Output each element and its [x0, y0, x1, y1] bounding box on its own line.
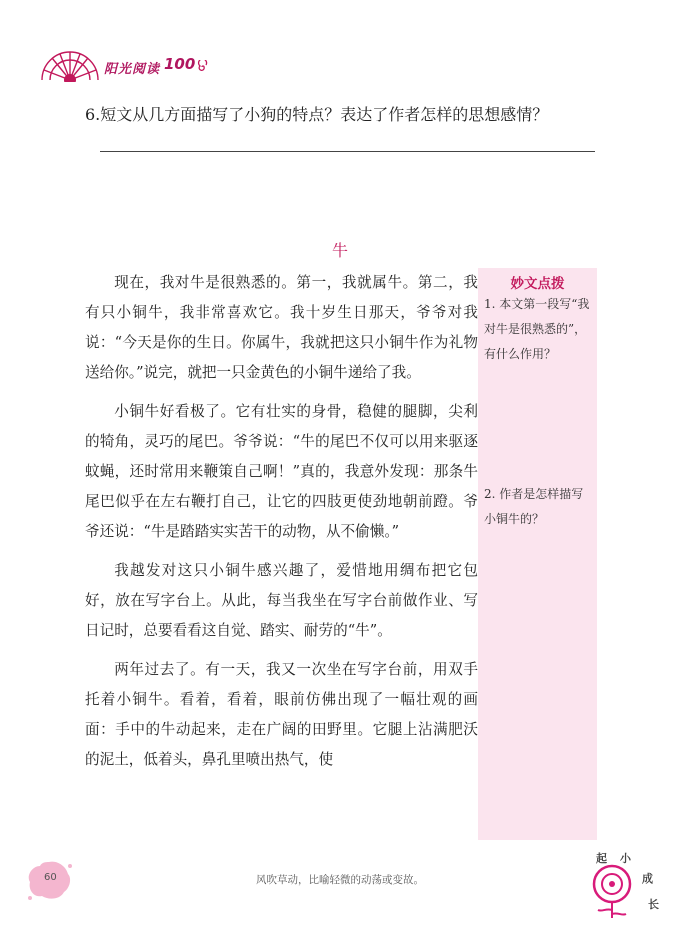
story-paragraph: 我越发对这只小铜牛感兴趣了，爱惜地用绸布把它包好，放在写字台上。从此，每当我坐在写字台前做作业、写日记时，总要看看这自觉、踏实、耐劳的“牛”。 [85, 562, 478, 639]
question-6: 6.短文从几方面描写了小狗的特点？表达了作者怎样的思想感情？ [85, 105, 549, 124]
tip-item-2: 2. 作者是怎样描写小铜牛的？ [484, 487, 584, 526]
logo-char: 成 [642, 872, 653, 885]
series-number: 100 [164, 55, 196, 73]
logo-char: 长 [648, 898, 659, 911]
page-number: 60 [44, 872, 57, 883]
story-paragraph: 两年过去了。有一天，我又一次坐在写字台前，用双手托着小铜牛。看着，看着，眼前仿佛出现了一幅壮观的画面：手中的牛动起来，走在广阔的田野里。它腿上沾满肥沃的泥土，低着头，鼻孔里喷出热气，使 [85, 661, 478, 768]
story-body [85, 268, 478, 775]
sun-fan-icon [38, 50, 102, 82]
series-header [38, 48, 208, 84]
story-paragraph: 现在，我对牛是很熟悉的。第一，我就属牛。第二，我有只小铜牛，我非常喜欢它。我十岁生日那天，爷爷对我说：“今天是你的生日。你属牛，我就把这只小铜牛作为礼物送给你。”说完，就把一只金黄色的小铜牛递给了我。 [85, 274, 478, 381]
footer-idiom: 风吹草动，比喻轻微的动荡或变故。 [256, 874, 424, 886]
tip-item-1: 1. 本文第一段写“我对牛是很熟悉的”，有什么作用？ [484, 297, 590, 361]
tips-panel [478, 268, 597, 840]
tips-title: 妙文点拨 [510, 276, 565, 292]
logo-char: 起 [596, 852, 607, 865]
swirl-icon [196, 60, 210, 74]
answer-line [100, 151, 595, 152]
logo-char: 小 [620, 852, 631, 865]
spiral-flower-icon [590, 862, 640, 922]
story-paragraph: 小铜牛好看极了。它有壮实的身骨，稳健的腿脚，尖利的犄角，灵巧的尾巴。爷爷说：“牛的尾巴不仅可以用来驱逐蚊蝇，还时常用来鞭策自己啊！”真的，我意外发现：那条牛尾巴似乎在左右鞭打自己，让它的四肢更使劲地朝前蹬。爷爷还说：“牛是踏踏实实苦干的动物，从不偷懒。” [85, 403, 478, 540]
grow-logo [590, 848, 670, 923]
series-title: 阳光阅读 [104, 62, 161, 77]
story-title: 牛 [331, 241, 348, 260]
